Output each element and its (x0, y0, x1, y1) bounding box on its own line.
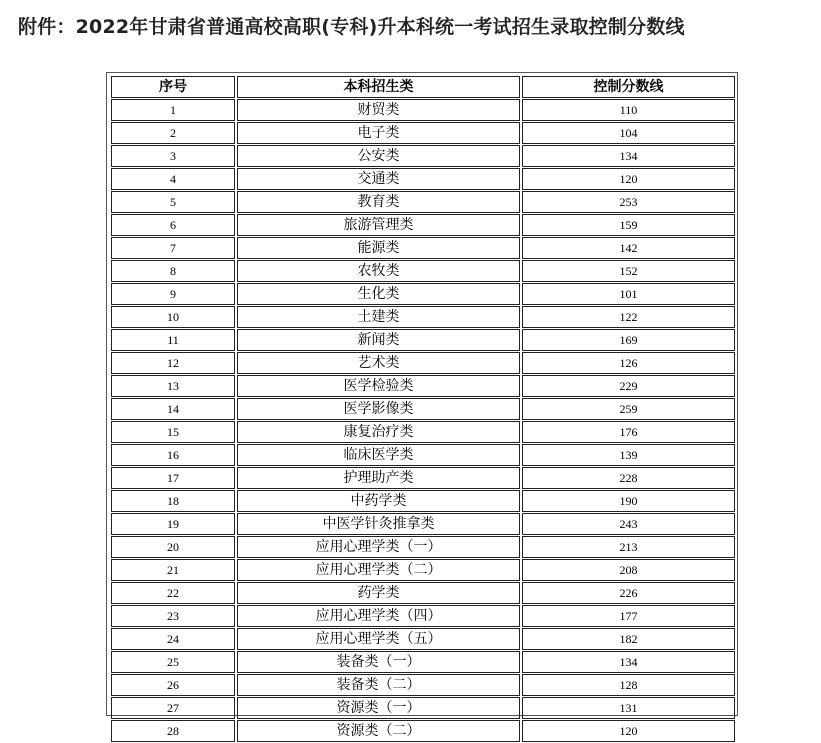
row-score: 120 (522, 720, 735, 742)
page-title: 附件：2022年甘肃省普通高校高职(专科)升本科统一考试招生录取控制分数线 (18, 16, 685, 38)
table-row (111, 375, 735, 397)
table-row (111, 605, 735, 627)
row-score: 159 (522, 214, 735, 236)
row-serial: 18 (111, 490, 235, 512)
row-serial: 20 (111, 536, 235, 558)
table-row (111, 283, 735, 305)
table-row (111, 513, 735, 535)
row-score: 190 (522, 490, 735, 512)
row-serial: 8 (111, 260, 235, 282)
row-serial: 14 (111, 398, 235, 420)
row-category: 医学影像类 (237, 398, 520, 420)
row-score: 169 (522, 329, 735, 351)
table-row (111, 237, 735, 259)
row-score: 126 (522, 352, 735, 374)
row-score: 142 (522, 237, 735, 259)
row-serial: 22 (111, 582, 235, 604)
table-row (111, 697, 735, 719)
row-category: 装备类（一） (237, 651, 520, 673)
table-header-row (111, 76, 735, 98)
row-score: 213 (522, 536, 735, 558)
table-row (111, 191, 735, 213)
table-row (111, 398, 735, 420)
row-category: 装备类（二） (237, 674, 520, 696)
table-row (111, 145, 735, 167)
row-serial: 25 (111, 651, 235, 673)
row-serial: 16 (111, 444, 235, 466)
row-category: 旅游管理类 (237, 214, 520, 236)
row-category: 中医学针灸推拿类 (237, 513, 520, 535)
row-score: 139 (522, 444, 735, 466)
row-score: 131 (522, 697, 735, 719)
score-table (109, 75, 737, 743)
row-score: 176 (522, 421, 735, 443)
row-serial: 2 (111, 122, 235, 144)
row-serial: 28 (111, 720, 235, 742)
row-score: 243 (522, 513, 735, 535)
row-serial: 7 (111, 237, 235, 259)
row-serial: 24 (111, 628, 235, 650)
table-row (111, 99, 735, 121)
row-serial: 17 (111, 467, 235, 489)
row-category: 教育类 (237, 191, 520, 213)
row-score: 208 (522, 559, 735, 581)
row-category: 交通类 (237, 168, 520, 190)
table-row (111, 306, 735, 328)
row-category: 新闻类 (237, 329, 520, 351)
row-score: 122 (522, 306, 735, 328)
row-serial: 12 (111, 352, 235, 374)
table-row (111, 536, 735, 558)
row-serial: 15 (111, 421, 235, 443)
score-table-frame (106, 72, 738, 739)
row-serial: 23 (111, 605, 235, 627)
row-score: 128 (522, 674, 735, 696)
row-category: 财贸类 (237, 99, 520, 121)
row-score: 182 (522, 628, 735, 650)
row-category: 中药学类 (237, 490, 520, 512)
row-score: 152 (522, 260, 735, 282)
table-row (111, 444, 735, 466)
row-category: 农牧类 (237, 260, 520, 282)
row-category: 公安类 (237, 145, 520, 167)
row-serial: 3 (111, 145, 235, 167)
row-score: 259 (522, 398, 735, 420)
row-score: 253 (522, 191, 735, 213)
row-score: 229 (522, 375, 735, 397)
table-row (111, 628, 735, 650)
table-row (111, 260, 735, 282)
row-serial: 4 (111, 168, 235, 190)
row-score: 134 (522, 145, 735, 167)
row-serial: 27 (111, 697, 235, 719)
row-category: 电子类 (237, 122, 520, 144)
table-row (111, 467, 735, 489)
row-category: 应用心理学类（四） (237, 605, 520, 627)
table-row (111, 168, 735, 190)
row-score: 104 (522, 122, 735, 144)
table-row (111, 490, 735, 512)
row-serial: 21 (111, 559, 235, 581)
row-serial: 6 (111, 214, 235, 236)
table-row (111, 214, 735, 236)
row-serial: 26 (111, 674, 235, 696)
row-category: 能源类 (237, 237, 520, 259)
row-category: 应用心理学类（一） (237, 536, 520, 558)
row-score: 101 (522, 283, 735, 305)
row-serial: 1 (111, 99, 235, 121)
table-row (111, 559, 735, 581)
table-row (111, 582, 735, 604)
row-serial: 13 (111, 375, 235, 397)
row-category: 医学检验类 (237, 375, 520, 397)
row-category: 应用心理学类（五） (237, 628, 520, 650)
row-category: 应用心理学类（二） (237, 559, 520, 581)
table-row (111, 329, 735, 351)
row-category: 资源类（一） (237, 697, 520, 719)
row-score: 110 (522, 99, 735, 121)
row-score: 120 (522, 168, 735, 190)
row-serial: 9 (111, 283, 235, 305)
row-category: 康复治疗类 (237, 421, 520, 443)
row-category: 艺术类 (237, 352, 520, 374)
row-category: 资源类（二） (237, 720, 520, 742)
table-row (111, 720, 735, 742)
table-row (111, 421, 735, 443)
row-score: 228 (522, 467, 735, 489)
row-serial: 19 (111, 513, 235, 535)
row-score: 226 (522, 582, 735, 604)
table-row (111, 674, 735, 696)
row-category: 生化类 (237, 283, 520, 305)
header-category: 本科招生类 (237, 76, 520, 98)
header-serial: 序号 (111, 76, 235, 98)
row-serial: 5 (111, 191, 235, 213)
table-row (111, 122, 735, 144)
row-score: 134 (522, 651, 735, 673)
row-category: 药学类 (237, 582, 520, 604)
row-serial: 11 (111, 329, 235, 351)
row-category: 护理助产类 (237, 467, 520, 489)
table-row (111, 352, 735, 374)
row-serial: 10 (111, 306, 235, 328)
row-category: 土建类 (237, 306, 520, 328)
row-score: 177 (522, 605, 735, 627)
row-category: 临床医学类 (237, 444, 520, 466)
table-row (111, 651, 735, 673)
header-score: 控制分数线 (522, 76, 735, 98)
